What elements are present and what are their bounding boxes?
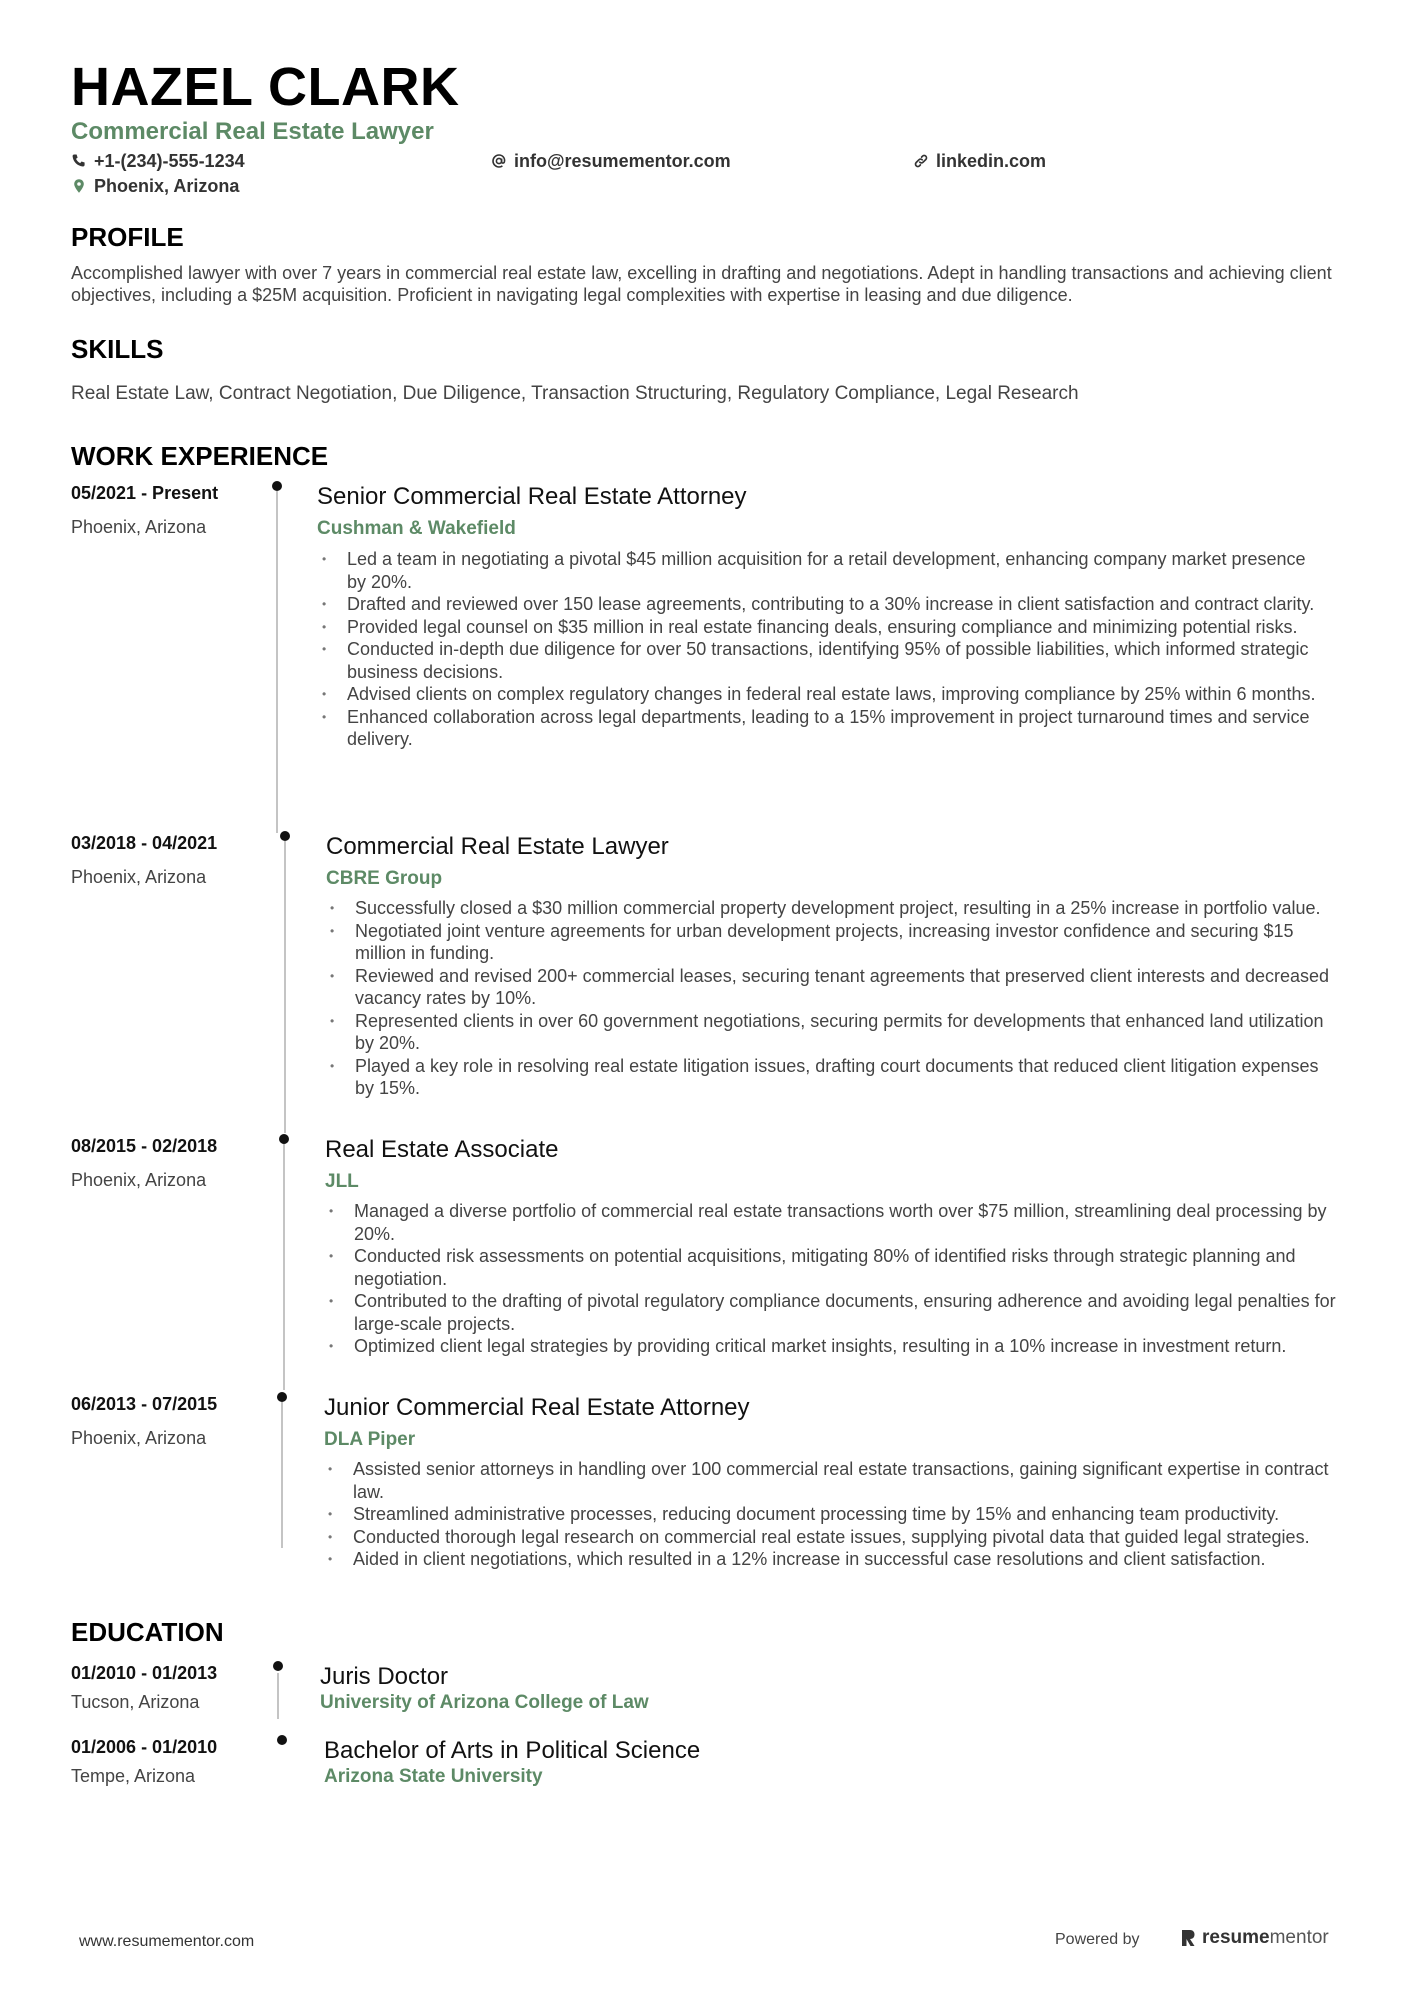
job-title: Junior Commercial Real Estate Attorney	[324, 1394, 750, 1421]
job-bullet: • Played a key role in resolving real estate litigation issues, drafting court documents that reduced client litigation expenses by 15%.	[327, 1055, 1337, 1100]
location-contact	[71, 175, 239, 197]
work-experience-heading: WORK EXPERIENCE	[71, 441, 329, 471]
job-location: Phoenix, Arizona	[71, 1170, 207, 1190]
job-bullet: • Successfully closed a $30 million commercial property development project, resulting in a 25% increase in portfolio value.	[327, 897, 1337, 920]
profile-text: Accomplished lawyer with over 7 years in commercial real estate law, excelling in drafting and negotiations. Adept in handling transactions and achieving client objectives, including a $25M acquisition. Proficient in navigating legal complexities with expertise in leasing and due diligence.	[71, 263, 1332, 305]
education-school: University of Arizona College of Law	[320, 1692, 649, 1713]
education-heading: EDUCATION	[71, 1617, 224, 1647]
education-school: Arizona State University	[324, 1766, 543, 1787]
job-bullets	[326, 1200, 1336, 1358]
job-bullet: • Managed a diverse portfolio of commercial real estate transactions worth over $75 million, streamlining deal processing by 20%.	[326, 1200, 1336, 1245]
job-location: Phoenix, Arizona	[71, 1428, 207, 1448]
job-bullet: • Conducted risk assessments on potential acquisitions, mitigating 80% of identified risks through strategic planning and negotiation.	[326, 1245, 1336, 1290]
job-bullet: • Contributed to the drafting of pivotal regulatory compliance documents, ensuring adherence and avoiding legal penalties for large-scale projects.	[326, 1290, 1336, 1335]
brand-logo[interactable]	[1180, 1926, 1329, 1950]
job-bullets	[325, 1458, 1355, 1571]
job-bullet: • Assisted senior attorneys in handling over 100 commercial real estate transactions, gaining significant expertise in contract law.	[325, 1458, 1355, 1503]
link-icon	[913, 153, 929, 169]
job-bullet: • Conducted in-depth due diligence for over 50 transactions, identifying 95% of possible liabilities, which informed strategic business decisions.	[319, 638, 1329, 683]
education-degree: Bachelor of Arts in Political Science	[324, 1737, 701, 1764]
brand-text-bold: resume	[1202, 1927, 1270, 1948]
job-company: CBRE Group	[326, 868, 443, 889]
linkedin-contact[interactable]	[913, 150, 1046, 172]
phone-contact	[71, 150, 245, 172]
email-contact[interactable]	[491, 150, 731, 172]
job-company: Cushman & Wakefield	[317, 518, 516, 539]
at-sign-icon	[491, 153, 507, 169]
job-title: Real Estate Associate	[325, 1136, 559, 1163]
linkedin-text[interactable]: linkedin.com	[936, 151, 1047, 171]
job-dates: 05/2021 - Present	[71, 483, 219, 503]
job-bullet: • Conducted thorough legal research on commercial real estate issues, supplying pivotal data that guided legal strategies.	[325, 1526, 1355, 1549]
timeline-dot	[277, 1735, 287, 1745]
timeline-dot	[279, 1134, 289, 1144]
job-bullet: • Streamlined administrative processes, reducing document processing time by 15% and enhancing team productivity.	[325, 1503, 1355, 1526]
phone-text: +1-(234)-555-1234	[94, 151, 245, 171]
footer-website[interactable]: www.resumementor.com	[79, 1933, 255, 1950]
location-text: Phoenix, Arizona	[94, 176, 240, 196]
job-bullet: • Represented clients in over 60 government negotiations, securing permits for developments that enhanced land utilization by 20%.	[327, 1010, 1337, 1055]
education-dates: 01/2006 - 01/2010	[71, 1737, 218, 1757]
timeline-line	[284, 841, 286, 1133]
education-location: Tempe, Arizona	[71, 1766, 196, 1786]
education-dates: 01/2010 - 01/2013	[71, 1663, 218, 1683]
timeline-line	[276, 491, 278, 833]
education-location: Tucson, Arizona	[71, 1692, 200, 1712]
job-bullet: • Led a team in negotiating a pivotal $45 million acquisition for a retail development, enhancing company market presence by 20%.	[319, 548, 1329, 593]
job-company: JLL	[325, 1171, 359, 1192]
timeline-dot	[280, 831, 290, 841]
email-text[interactable]: info@resumementor.com	[514, 151, 731, 171]
job-bullet: • Enhanced collaboration across legal departments, leading to a 15% improvement in project turnaround times and service delivery.	[319, 706, 1329, 751]
job-bullet: • Optimized client legal strategies by providing critical market insights, resulting in a 10% increase in investment return.	[326, 1335, 1336, 1358]
skills-text: Real Estate Law, Contract Negotiation, Due Diligence, Transaction Structuring, Regulatory Compliance, Legal Research	[71, 383, 1079, 404]
job-title: Commercial Real Estate Lawyer	[326, 833, 669, 860]
timeline-dot	[272, 481, 282, 491]
job-title: Senior Commercial Real Estate Attorney	[317, 483, 747, 510]
job-dates: 06/2013 - 07/2015	[71, 1394, 218, 1414]
candidate-name: HAZEL CLARK	[71, 57, 460, 117]
skills-heading: SKILLS	[71, 334, 164, 364]
job-bullet: • Provided legal counsel on $35 million in real estate financing deals, ensuring compliance and minimizing potential risks.	[319, 616, 1329, 639]
job-bullet: • Reviewed and revised 200+ commercial leases, securing tenant agreements that preserved client interests and decreased vacancy rates by 10%.	[327, 965, 1337, 1010]
education-degree: Juris Doctor	[320, 1663, 449, 1690]
job-dates: 03/2018 - 04/2021	[71, 833, 218, 853]
job-bullet: • Negotiated joint venture agreements for urban development projects, increasing investor confidence and securing $15 million in funding.	[327, 920, 1337, 965]
job-bullets	[319, 548, 1329, 751]
job-dates: 08/2015 - 02/2018	[71, 1136, 218, 1156]
brand-text-light: mentor	[1269, 1927, 1329, 1948]
job-location: Phoenix, Arizona	[71, 867, 207, 887]
timeline-line	[283, 1144, 285, 1390]
job-bullets	[327, 897, 1337, 1100]
powered-by-label: Powered by	[1055, 1931, 1140, 1948]
job-bullet: • Drafted and reviewed over 150 lease agreements, contributing to a 30% increase in client satisfaction and contract clarity.	[319, 593, 1329, 616]
map-pin-icon	[71, 178, 87, 194]
phone-icon	[71, 153, 87, 169]
job-location: Phoenix, Arizona	[71, 517, 207, 537]
timeline-line	[277, 1673, 279, 1719]
timeline-line	[281, 1402, 283, 1548]
job-bullet: • Aided in client negotiations, which resulted in a 12% increase in successful case resolutions and client satisfaction.	[325, 1548, 1355, 1571]
profile-heading: PROFILE	[71, 222, 184, 252]
job-company: DLA Piper	[324, 1429, 416, 1450]
timeline-dot	[277, 1392, 287, 1402]
candidate-role: Commercial Real Estate Lawyer	[71, 118, 434, 145]
brand-mark-icon	[1180, 1928, 1196, 1948]
timeline-dot	[273, 1661, 283, 1671]
job-bullet: • Advised clients on complex regulatory changes in federal real estate laws, improving compliance by 25% within 6 months.	[319, 683, 1329, 706]
